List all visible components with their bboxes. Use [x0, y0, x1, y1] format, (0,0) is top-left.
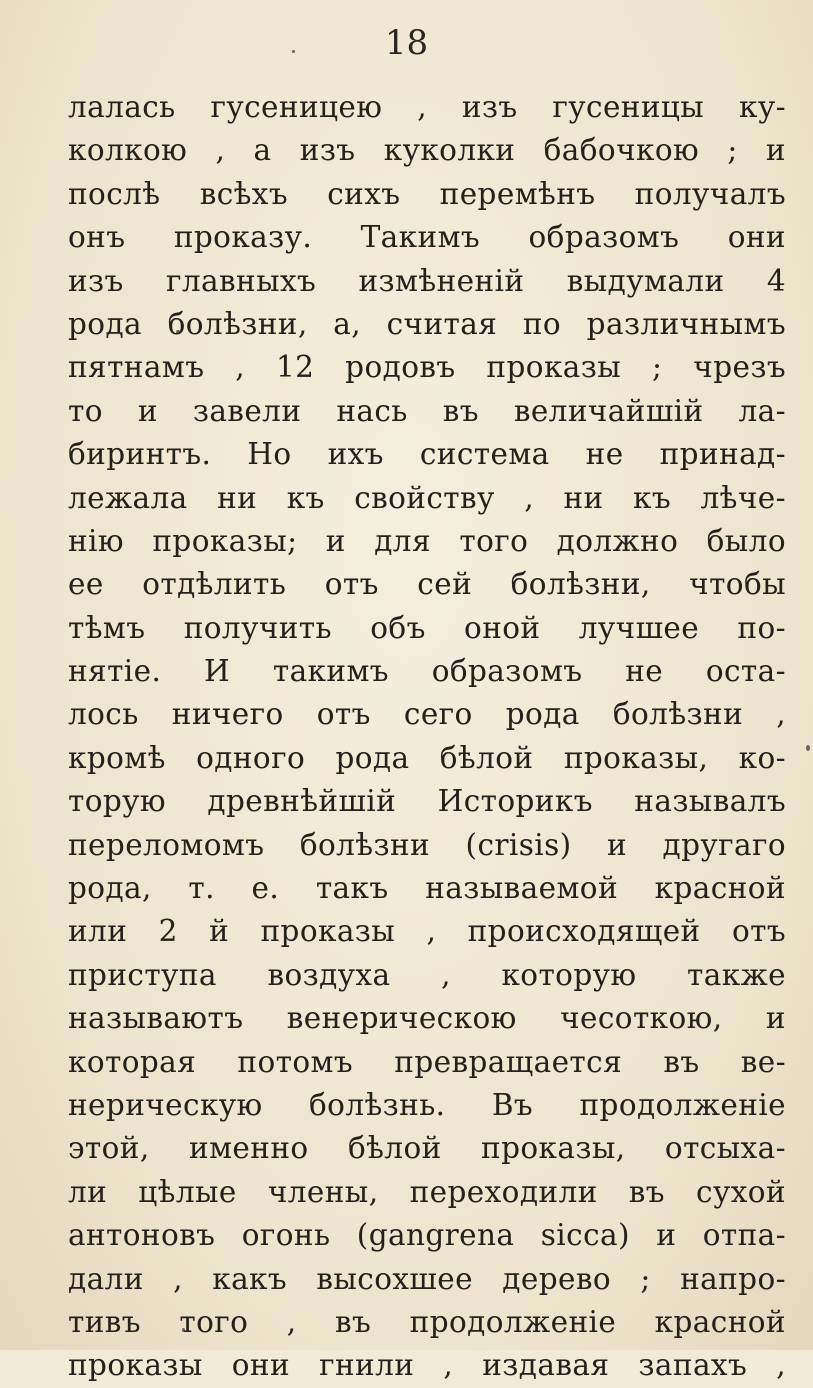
- text-line: лалась гусеницею , изъ гусеницы ку-: [68, 90, 786, 124]
- text-line: тѣмъ получить объ оной лучшее по-: [68, 610, 786, 645]
- text-line: называютъ венерическою чесоткою, и: [68, 1001, 786, 1036]
- text-line: или 2 й проказы , происходящей отъ: [68, 914, 786, 949]
- text-line: кромѣ одного рода бѣлой проказы, ко-: [68, 740, 786, 775]
- text-line: этой, именно бѣлой проказы, отсыха-: [68, 1131, 786, 1166]
- ink-speck: [292, 50, 295, 53]
- text-line: торую древнѣйшій Историкъ называлъ: [68, 784, 786, 819]
- text-line: ее отдѣлить отъ сей болѣзни, чтобы: [68, 567, 786, 602]
- text-line: онъ проказу. Такимъ образомъ они: [68, 220, 786, 255]
- text-line: дали , какъ высохшее дерево ; напро-: [68, 1261, 786, 1296]
- text-line: антоновъ огонь (gangrena sicca) и отпа-: [68, 1218, 786, 1253]
- body-text: [68, 86, 786, 1388]
- text-line: нерическую болѣзнь. Въ продолженіе: [68, 1087, 786, 1122]
- text-line: изъ главныхъ измѣненій выдумали 4: [68, 263, 786, 298]
- text-line: проказы они гнили , издавая запахъ ,: [68, 1348, 786, 1383]
- text-line: тивъ того , въ продолженіе красной: [68, 1304, 786, 1339]
- text-line: пятнамъ , 12 родовъ проказы ; чрезъ: [68, 350, 786, 385]
- text-line: биринтъ. Но ихъ система не принад-: [68, 437, 786, 472]
- text-line: рода, т. е. такъ называемой красной: [68, 871, 786, 906]
- text-line: рода болѣзни, а, считая по различнымъ: [68, 306, 786, 341]
- text-line: приступа воздуха , которую также: [68, 957, 786, 992]
- text-line: то и завели нась въ величайшій ла-: [68, 393, 786, 428]
- text-line: которая потомъ превращается въ ве-: [68, 1044, 786, 1079]
- text-line: лось ничего отъ сего рода болѣзни ,: [68, 697, 786, 732]
- page-number: 18: [384, 23, 429, 63]
- text-line: колкою , а изъ куколки бабочкою ; и: [68, 133, 786, 168]
- text-line: нію проказы; и для того должно было: [68, 523, 786, 558]
- text-line: переломомъ болѣзни (crisis) и другаго: [68, 827, 786, 862]
- text-line: ли цѣлые члены, переходили въ сухой: [68, 1174, 786, 1209]
- text-line: лежала ни къ свойству , ни къ лѣче-: [68, 480, 786, 515]
- ink-speck: [806, 745, 810, 751]
- text-line: нятіе. И такимъ образомъ не оста-: [68, 654, 786, 689]
- text-line: послѣ всѣхъ сихъ перемѣнъ получалъ: [68, 176, 786, 211]
